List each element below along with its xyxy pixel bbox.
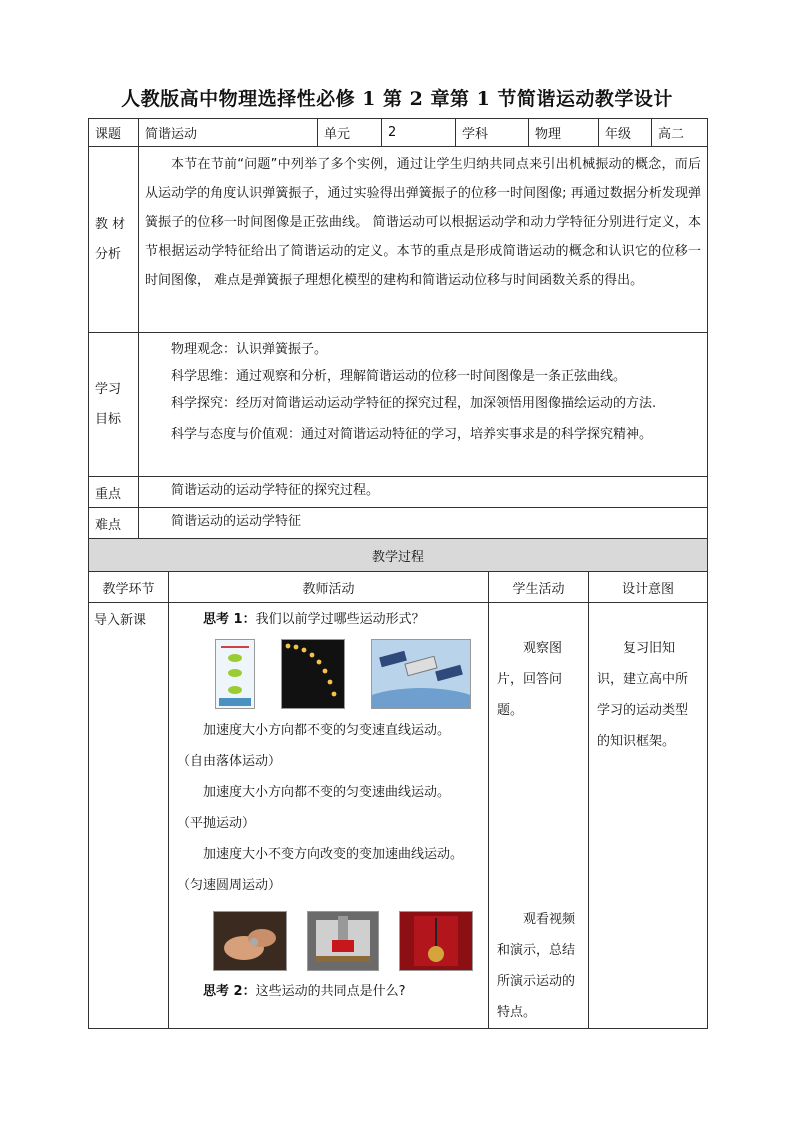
difficulty-text: 简谐运动的运动学特征 <box>139 508 708 539</box>
line-6: （匀速圆周运动） <box>177 878 282 893</box>
process-table <box>88 538 708 1029</box>
goal-item: 科学与态度与价值观：通过对简谐运动特征的学习，培养实事求是的科学探究精神。 <box>171 427 653 442</box>
student-text-2: 观看视频和演示，总结所演示运动的特点。 <box>497 912 576 1020</box>
student-activity <box>489 603 589 1029</box>
image-row-2 <box>177 901 480 979</box>
spring-oscillator-image <box>307 911 379 971</box>
goal-item: 科学探究：经历对简谐运动运动学特征的探究过程，加深领悟用图像描绘运动的方法. <box>171 396 657 411</box>
info-table <box>88 118 708 539</box>
think2-label: 思考 2： <box>203 984 256 999</box>
pendulum-image <box>399 911 473 971</box>
grade-label: 年级 <box>599 119 652 147</box>
image-row-1 <box>177 633 480 715</box>
goal-item: 科学思维：通过观察和分析，理解简谐运动的位移一时间图像是一条正弦曲线。 <box>171 369 627 384</box>
satellite-image <box>371 639 471 709</box>
line-2: （自由落体运动） <box>177 754 282 769</box>
difficulty-label: 难点 <box>89 508 139 539</box>
student-text-1: 观察图片，回答问题。 <box>497 641 563 718</box>
line-1: 加速度大小方向都不变的匀变速直线运动。 <box>203 723 451 738</box>
grade-value: 高二 <box>652 119 708 147</box>
unit-label: 单元 <box>318 119 382 147</box>
header-student: 学生活动 <box>489 572 589 603</box>
intent-text: 复习旧知识，建立高中所学习的运动类型的知识框架。 <box>597 641 689 749</box>
subject-value: 物理 <box>529 119 599 147</box>
topic-value: 简谐运动 <box>139 119 318 147</box>
line-3: 加速度大小方向都不变的匀变速曲线运动。 <box>203 785 451 800</box>
think2-text: 这些运动的共同点是什么? <box>255 984 406 999</box>
header-intent: 设计意图 <box>589 572 708 603</box>
goals-label: 学习 目标 <box>89 333 139 477</box>
topic-label: 课题 <box>89 119 139 147</box>
analysis-text: 本节在节前“问题”中列举了多个实例，通过让学生归纳共同点来引出机械振动的概念，而后从运动学的角度认识弹簧振子，通过实验得出弹簧振子的位移一时间图像; 再通过数据分析发现弹簧振子的位移一时间图像是正弦曲线。 简谐运动可以根据运动学和动力学特征分别进行定义，本节根据运动学特征给出了简谐运动的定义。本节的重点是形成简谐运动的概念和认识它的位移一时间图像， 难点是弹簧振子理想化模型的建构和简谐运动位移与时间函数关系的得出。 <box>139 147 708 333</box>
process-band: 教学过程 <box>89 539 708 572</box>
hands-video-image <box>213 911 287 971</box>
key-text: 简谐运动的运动学特征的探究过程。 <box>139 477 708 508</box>
line-4: （平抛运动） <box>177 816 256 831</box>
document-title: 人教版高中物理选择性必修 1 第 2 章第 1 节简谐运动教学设计 <box>121 88 673 110</box>
analysis-label: 教 材 分析 <box>89 147 139 333</box>
design-intent <box>589 603 708 1029</box>
unit-value: 2 <box>382 119 456 147</box>
stage-cell: 导入新课 <box>89 603 169 1029</box>
free-fall-image <box>215 639 255 709</box>
header-teacher: 教师活动 <box>169 572 489 603</box>
teacher-activity <box>169 603 489 1029</box>
goals-list <box>139 333 708 477</box>
header-stage: 教学环节 <box>89 572 169 603</box>
think1-text: 我们以前学过哪些运动形式？ <box>255 612 425 627</box>
key-label: 重点 <box>89 477 139 508</box>
subject-label: 学科 <box>456 119 529 147</box>
think1-label: 思考 1： <box>203 612 256 627</box>
line-5: 加速度大小不变方向改变的变加速曲线运动。 <box>203 847 464 862</box>
projectile-image <box>281 639 345 709</box>
goal-item: 物理观念：认识弹簧振子。 <box>171 342 328 357</box>
